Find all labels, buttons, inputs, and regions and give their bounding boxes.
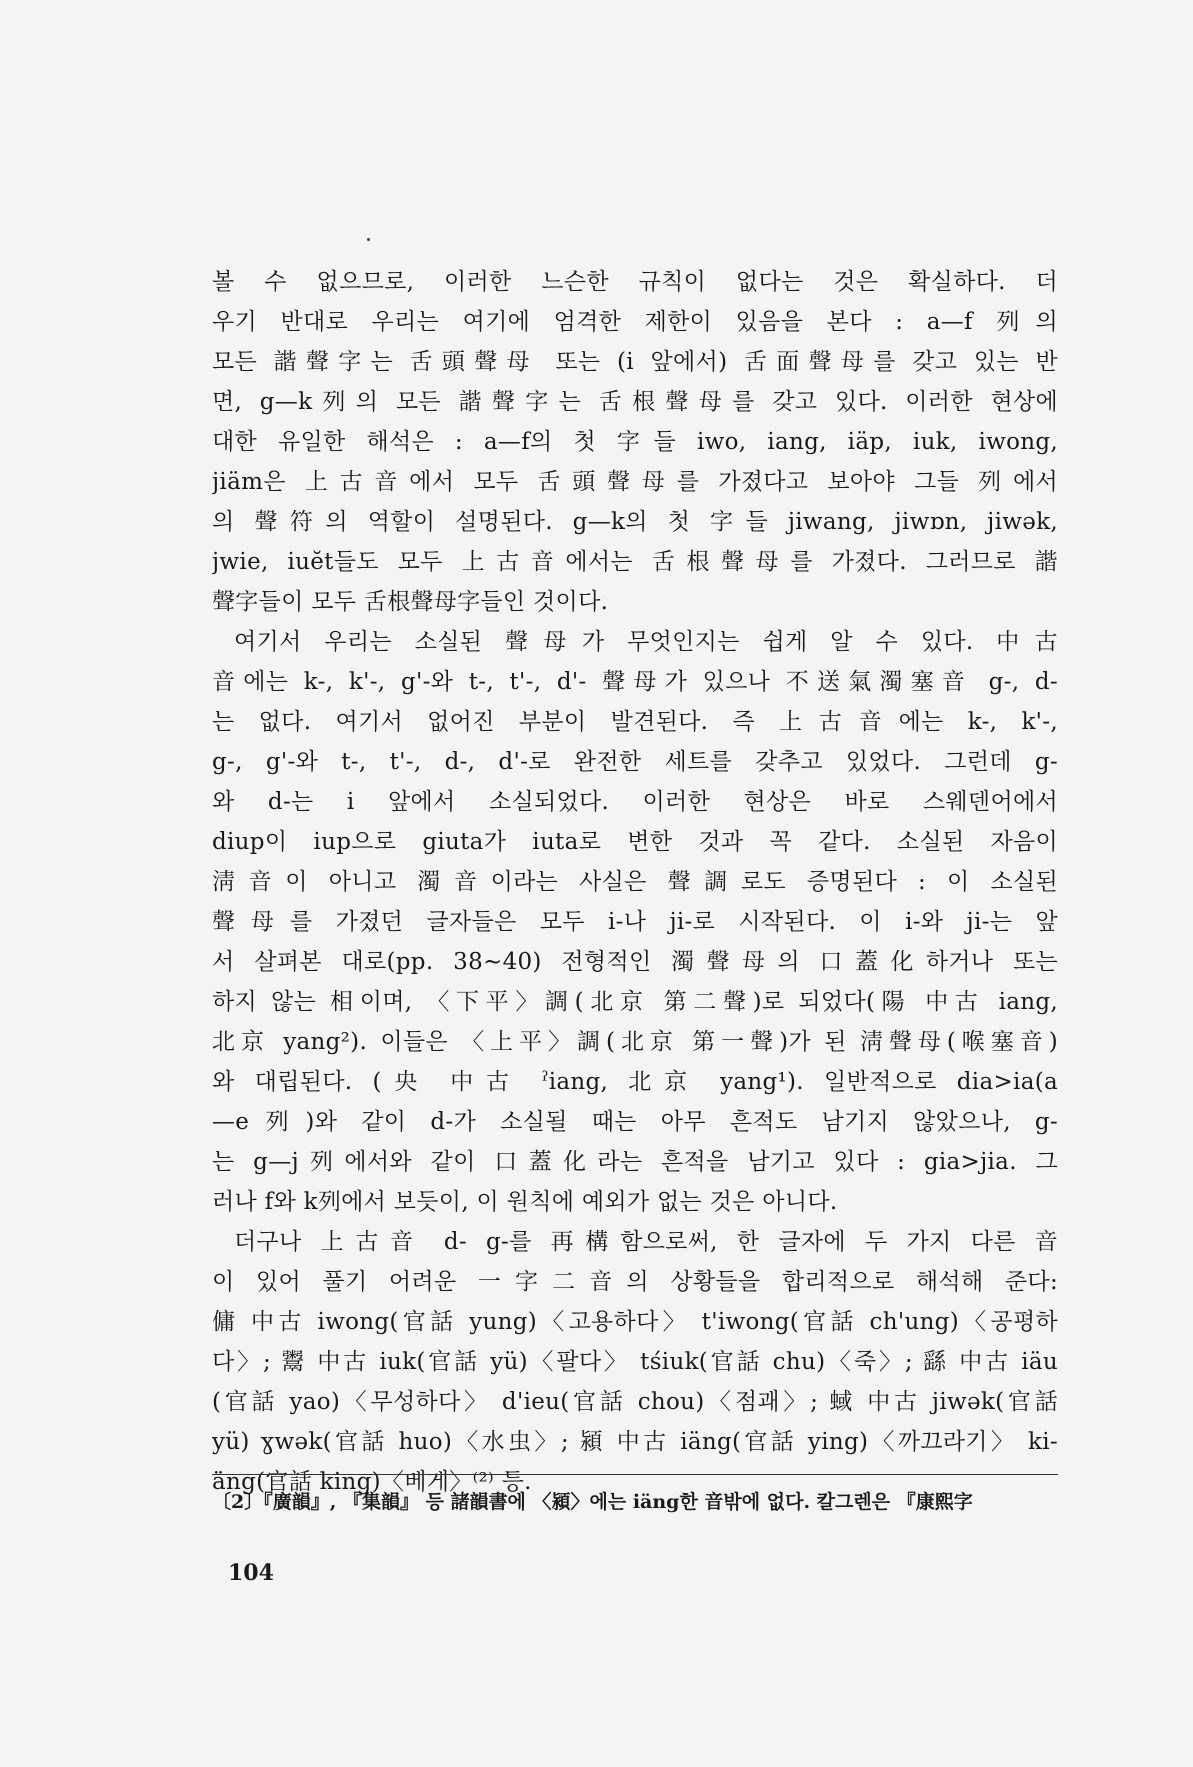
text-line: 모든 諧聲字는 舌頭聲母 또는 (i 앞에서) 舌面聲母를 갖고 있는 반 [212,349,1058,375]
text-line: 대한 유일한 해석은 : a—f의 첫 字들 iwo, iang, iäp, iuk, iwong, [212,429,1058,455]
text-line: 하지 않는 相이며, 〈下平〉調(北京 第二聲)로 되었다(陽 中古 iang, [212,989,1058,1015]
text-line: 는 없다. 여기서 없어진 부분이 발견된다. 즉 上古音에는 k-, k'-, [212,709,1058,735]
footnote-divider [212,1474,1058,1475]
text-line: 더구나 上古音 d- g-를 再構함으로써, 한 글자에 두 가지 다른 音 [234,1229,1058,1255]
text-line: 와 대립된다. (央 中古 ˀiang, 北京 yang¹). 일반적으로 dia>ia(a [212,1069,1058,1095]
text-line: jwie, iuĕt들도 모두 上古音에서는 舌根聲母를 가졌다. 그러므로 諧 [212,549,1058,575]
text-line: 여기서 우리는 소실된 聲母가 무엇인지는 쉽게 알 수 있다. 中古 [234,629,1058,655]
page-number: 104 [228,1560,274,1586]
text-line: 聲字들이 모두 舌根聲母字들인 것이다. [212,589,609,615]
text-line: 러나 f와 k列에서 보듯이, 이 원칙에 예외가 없는 것은 아니다. [212,1189,838,1215]
text-line: diup이 iup으로 giuta가 iuta로 변한 것과 꼭 같다. 소실된 자음이 [212,829,1058,855]
text-line: 聲母를 가졌던 글자들은 모두 i-나 ji-로 시작된다. 이 i-와 ji-는 앞 [212,909,1058,935]
text-line: g-, g'-와 t-, t'-, d-, d'-로 완전한 세트를 갖추고 있었다. 그런데 g- [212,749,1058,775]
text-line: jiäm은 上古音에서 모두 舌頭聲母를 가졌다고 보아야 그들 列에서 [212,469,1058,495]
text-line: 면, g—k列의 모든 諧聲字는 舌根聲母를 갖고 있다. 이러한 현상에 [212,389,1058,415]
text-line: 다〉; 鬻 中古 iuk(官話 yü)〈팔다〉 tśiuk(官話 chu)〈죽〉; 繇 中古 iäu [212,1349,1058,1375]
text-line: 이 있어 풀기 어려운 一字二音의 상황들을 합리적으로 해석해 준다: [212,1269,1058,1295]
text-line: 音에는 k-, k'-, g'-와 t-, t'-, d'- 聲母가 있으나 不送氣濁塞音 g-, d- [212,669,1058,695]
text-line: 우기 반대로 우리는 여기에 엄격한 제한이 있음을 본다 : a—f 列의 [212,309,1058,335]
text-line: 北京 yang²). 이들은 〈上平〉調(北京 第一聲)가 된 淸聲母(喉塞音) [212,1029,1058,1055]
text-line: 淸音이 아니고 濁音이라는 사실은 聲調로도 증명된다 : 이 소실된 [212,869,1058,895]
text-line: yü) ɣwək(官話 huo)〈水虫〉; 潁 中古 iäng(官話 ying)〈까끄라기〉 ki- [212,1429,1058,1455]
text-line: 볼 수 없으므로, 이러한 느슨한 규칙이 없다는 것은 확실하다. 더 [212,269,1058,295]
text-line: 와 d-는 i 앞에서 소실되었다. 이러한 현상은 바로 스웨덴어에서 [212,789,1058,815]
text-line: —e列)와 같이 d-가 소실될 때는 아무 흔적도 남기지 않았으나, g- [212,1109,1058,1135]
body-text [212,262,1058,1502]
text-line: 는 g—j列에서와 같이 口蓋化라는 흔적을 남기고 있다 : gia>jia. 그 [212,1149,1058,1175]
footnote: 〔2〕『廣韻』, 『集韻』 등 諸韻書에 〈潁〉에는 iäng한 音밖에 없다. 칼그렌은 『康熙字 [212,1491,973,1513]
text-line: äng(官話 king)〈베게〉⁽²⁾ 등. [212,1469,532,1495]
text-line: 의 聲符의 역할이 설명된다. g—k의 첫 字들 jiwang, jiwɒn, jiwək, [212,509,1058,535]
ink-speck [367,238,370,241]
text-line: 傭 中古 iwong(官話 yung)〈고용하다〉 t'iwong(官話 ch'ung)〈공평하 [212,1309,1058,1335]
text-line: (官話 yao)〈무성하다〉 d'ieu(官話 chou)〈점괘〉; 蜮 中古 jiwək(官話 [212,1389,1058,1415]
text-line: 서 살펴본 대로(pp. 38∼40) 전형적인 濁聲母의 口蓋化하거나 또는 [212,949,1058,975]
